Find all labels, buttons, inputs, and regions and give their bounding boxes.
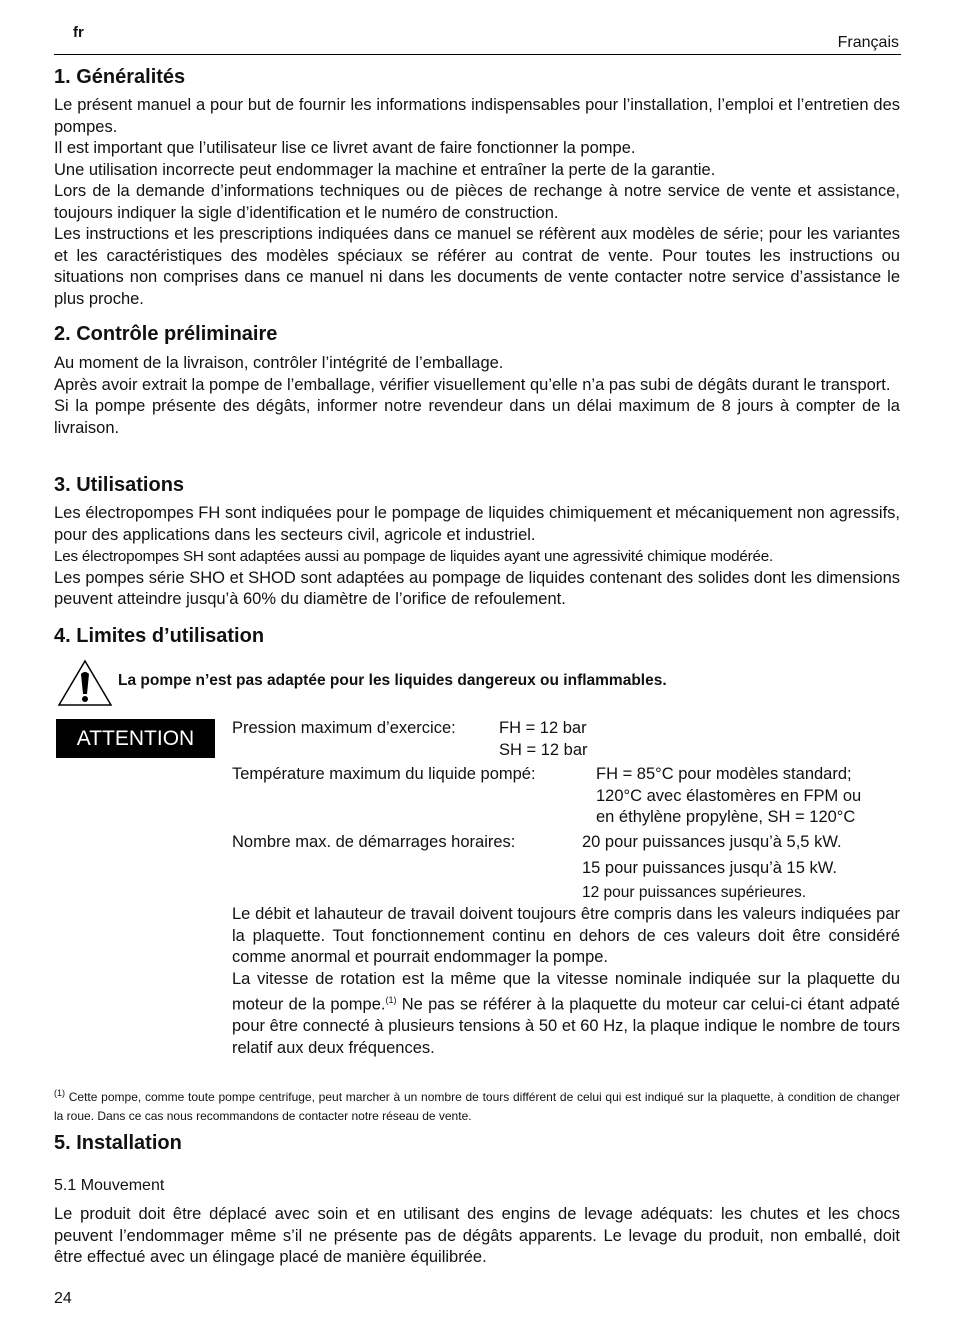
temperature-line-1: FH = 85°C pour modèles standard; bbox=[596, 765, 852, 783]
section-2-body bbox=[54, 353, 900, 439]
paragraph: Le débit et lahauteur de travail doivent toujours être compris dans les valeurs indiquées par la plaquette. Tout fonctionnement continu en dehors de ces valeurs doit être considéré comme anormal et pourrait endommager la pompe. bbox=[232, 905, 900, 966]
paragraph: Les pompes série SHO et SHOD sont adaptées au pompage de liquides contenant des solides dont les dimensions peuvent atteindre jusqu’à 60% du diamètre de l’orifice de refoulement. bbox=[54, 568, 900, 608]
temperature-label: Température maximum du liquide pompé: bbox=[232, 765, 536, 783]
temperature-line-3: en éthylène propylène, SH = 120°C bbox=[596, 808, 856, 826]
header-rule bbox=[54, 54, 901, 55]
paragraph: Au moment de la livraison, contrôler l’intégrité de l’emballage. bbox=[54, 354, 504, 372]
section-3-body bbox=[54, 503, 900, 611]
paragraph: Le produit doit être déplacé avec soin et en utilisant des engins de levage adéquats: les chutes et les chocs peuvent l’endommager même s’il ne présente pas de dégâts apparents. Le levage du produit, non emballé, doit être effectué avec un élingage placé de manière équilibrée. bbox=[54, 1205, 900, 1266]
paragraph: Si la pompe présente des dégâts, informer notre revendeur dans un délai maximum de 8 jours à compter de la livraison. bbox=[54, 397, 900, 437]
starts-line-3: 12 pour puissances supérieures. bbox=[582, 884, 807, 901]
section-5-body bbox=[54, 1204, 900, 1269]
section-1-title: 1. Généralités bbox=[54, 66, 186, 88]
section-1-body bbox=[54, 95, 900, 310]
temperature-line-2: 120°C avec élastomères en FPM ou bbox=[596, 787, 862, 805]
paragraph: Les électropompes FH sont indiquées pour le pompage de liquides chimiquement et mécaniquement non agressifs, pour des applications dans les secteurs civil, agricole et industriel. bbox=[54, 504, 900, 544]
subsection-5-1-title: 5.1 Mouvement bbox=[54, 1177, 165, 1194]
section-2-title: 2. Contrôle préliminaire bbox=[54, 323, 278, 345]
warning-triangle-icon bbox=[56, 658, 114, 708]
attention-label: ATTENTION bbox=[56, 719, 215, 758]
limits-body bbox=[232, 904, 900, 1059]
pressure-label: Pression maximum d’exercice: bbox=[232, 719, 456, 737]
paragraph: Les électropompes SH sont adaptées aussi au pompage de liquides ayant une agressivité chimique modérée. bbox=[54, 548, 773, 565]
paragraph: Le présent manuel a pour but de fournir les informations indispensables pour l’installation, l’emploi et l’entretien des pompes. bbox=[54, 96, 900, 136]
pressure-fh: FH = 12 bar bbox=[499, 719, 587, 737]
paragraph: Une utilisation incorrecte peut endommager la machine et entraîner la perte de la garantie. bbox=[54, 160, 716, 179]
header-lang-code: fr bbox=[73, 24, 84, 41]
paragraph-text: La vitesse de rotation est la même que la vitesse nominale indiquée sur la plaquette du moteur de la pompe. bbox=[232, 969, 900, 1014]
paragraph bbox=[232, 969, 900, 1060]
footnote-text: Cette pompe, comme toute pompe centrifuge, peut marcher à un nombre de tours différent de celui qui est indiqué sur la plaquette, à condition de changer la roue. Dans ce cas nous recommandons de contacter notre réseau de vente. bbox=[54, 1090, 900, 1123]
paragraph-text: Ne pas se référer à la plaquette du moteur car celui-ci étant adpaté pour être connecté à plusieurs tensions à 50 et 60 Hz, la plaque indique le nombre de tours relatif aux deux fréquences. bbox=[232, 995, 900, 1057]
footnote-mark: (1) bbox=[54, 1088, 65, 1098]
starts-line-1: 20 pour puissances jusqu’à 5,5 kW. bbox=[582, 833, 842, 851]
starts-label: Nombre max. de démarrages horaires: bbox=[232, 833, 516, 851]
paragraph: Il est important que l’utilisateur lise ce livret avant de faire fonctionner la pompe. bbox=[54, 139, 636, 157]
section-4-title: 4. Limites d’utilisation bbox=[54, 625, 265, 647]
header-language: Français bbox=[837, 34, 899, 51]
starts-line-2: 15 pour puissances jusqu’à 15 kW. bbox=[582, 859, 837, 877]
warning-text: La pompe n’est pas adaptée pour les liquides dangereux ou inflammables. bbox=[118, 672, 667, 689]
footnote bbox=[54, 1084, 900, 1126]
section-3-title: 3. Utilisations bbox=[54, 474, 185, 496]
page-number: 24 bbox=[54, 1290, 72, 1307]
section-5-title: 5. Installation bbox=[54, 1132, 182, 1154]
pressure-sh: SH = 12 bar bbox=[499, 741, 588, 759]
paragraph: Les instructions et les prescriptions indiquées dans ce manuel se réfèrent aux modèles de série; pour les variantes et les caractéristiques des modèles spéciaux se référer au contrat de vente. Pour toutes les instructions ou situations non comprises dans ce manuel ni dans les documents de vente contacter notre service d’assistance le plus proche. bbox=[54, 225, 900, 308]
paragraph: Après avoir extrait la pompe de l’emballage, vérifier visuellement qu’elle n’a pas subi de dégâts durant le transport. bbox=[54, 375, 891, 394]
footnote-ref: (1) bbox=[385, 995, 397, 1005]
paragraph: Lors de la demande d’informations techniques ou de pièces de rechange à notre service de vente et assistance, toujours indiquer la sigle d’identification et le numéro de construction. bbox=[54, 182, 900, 222]
